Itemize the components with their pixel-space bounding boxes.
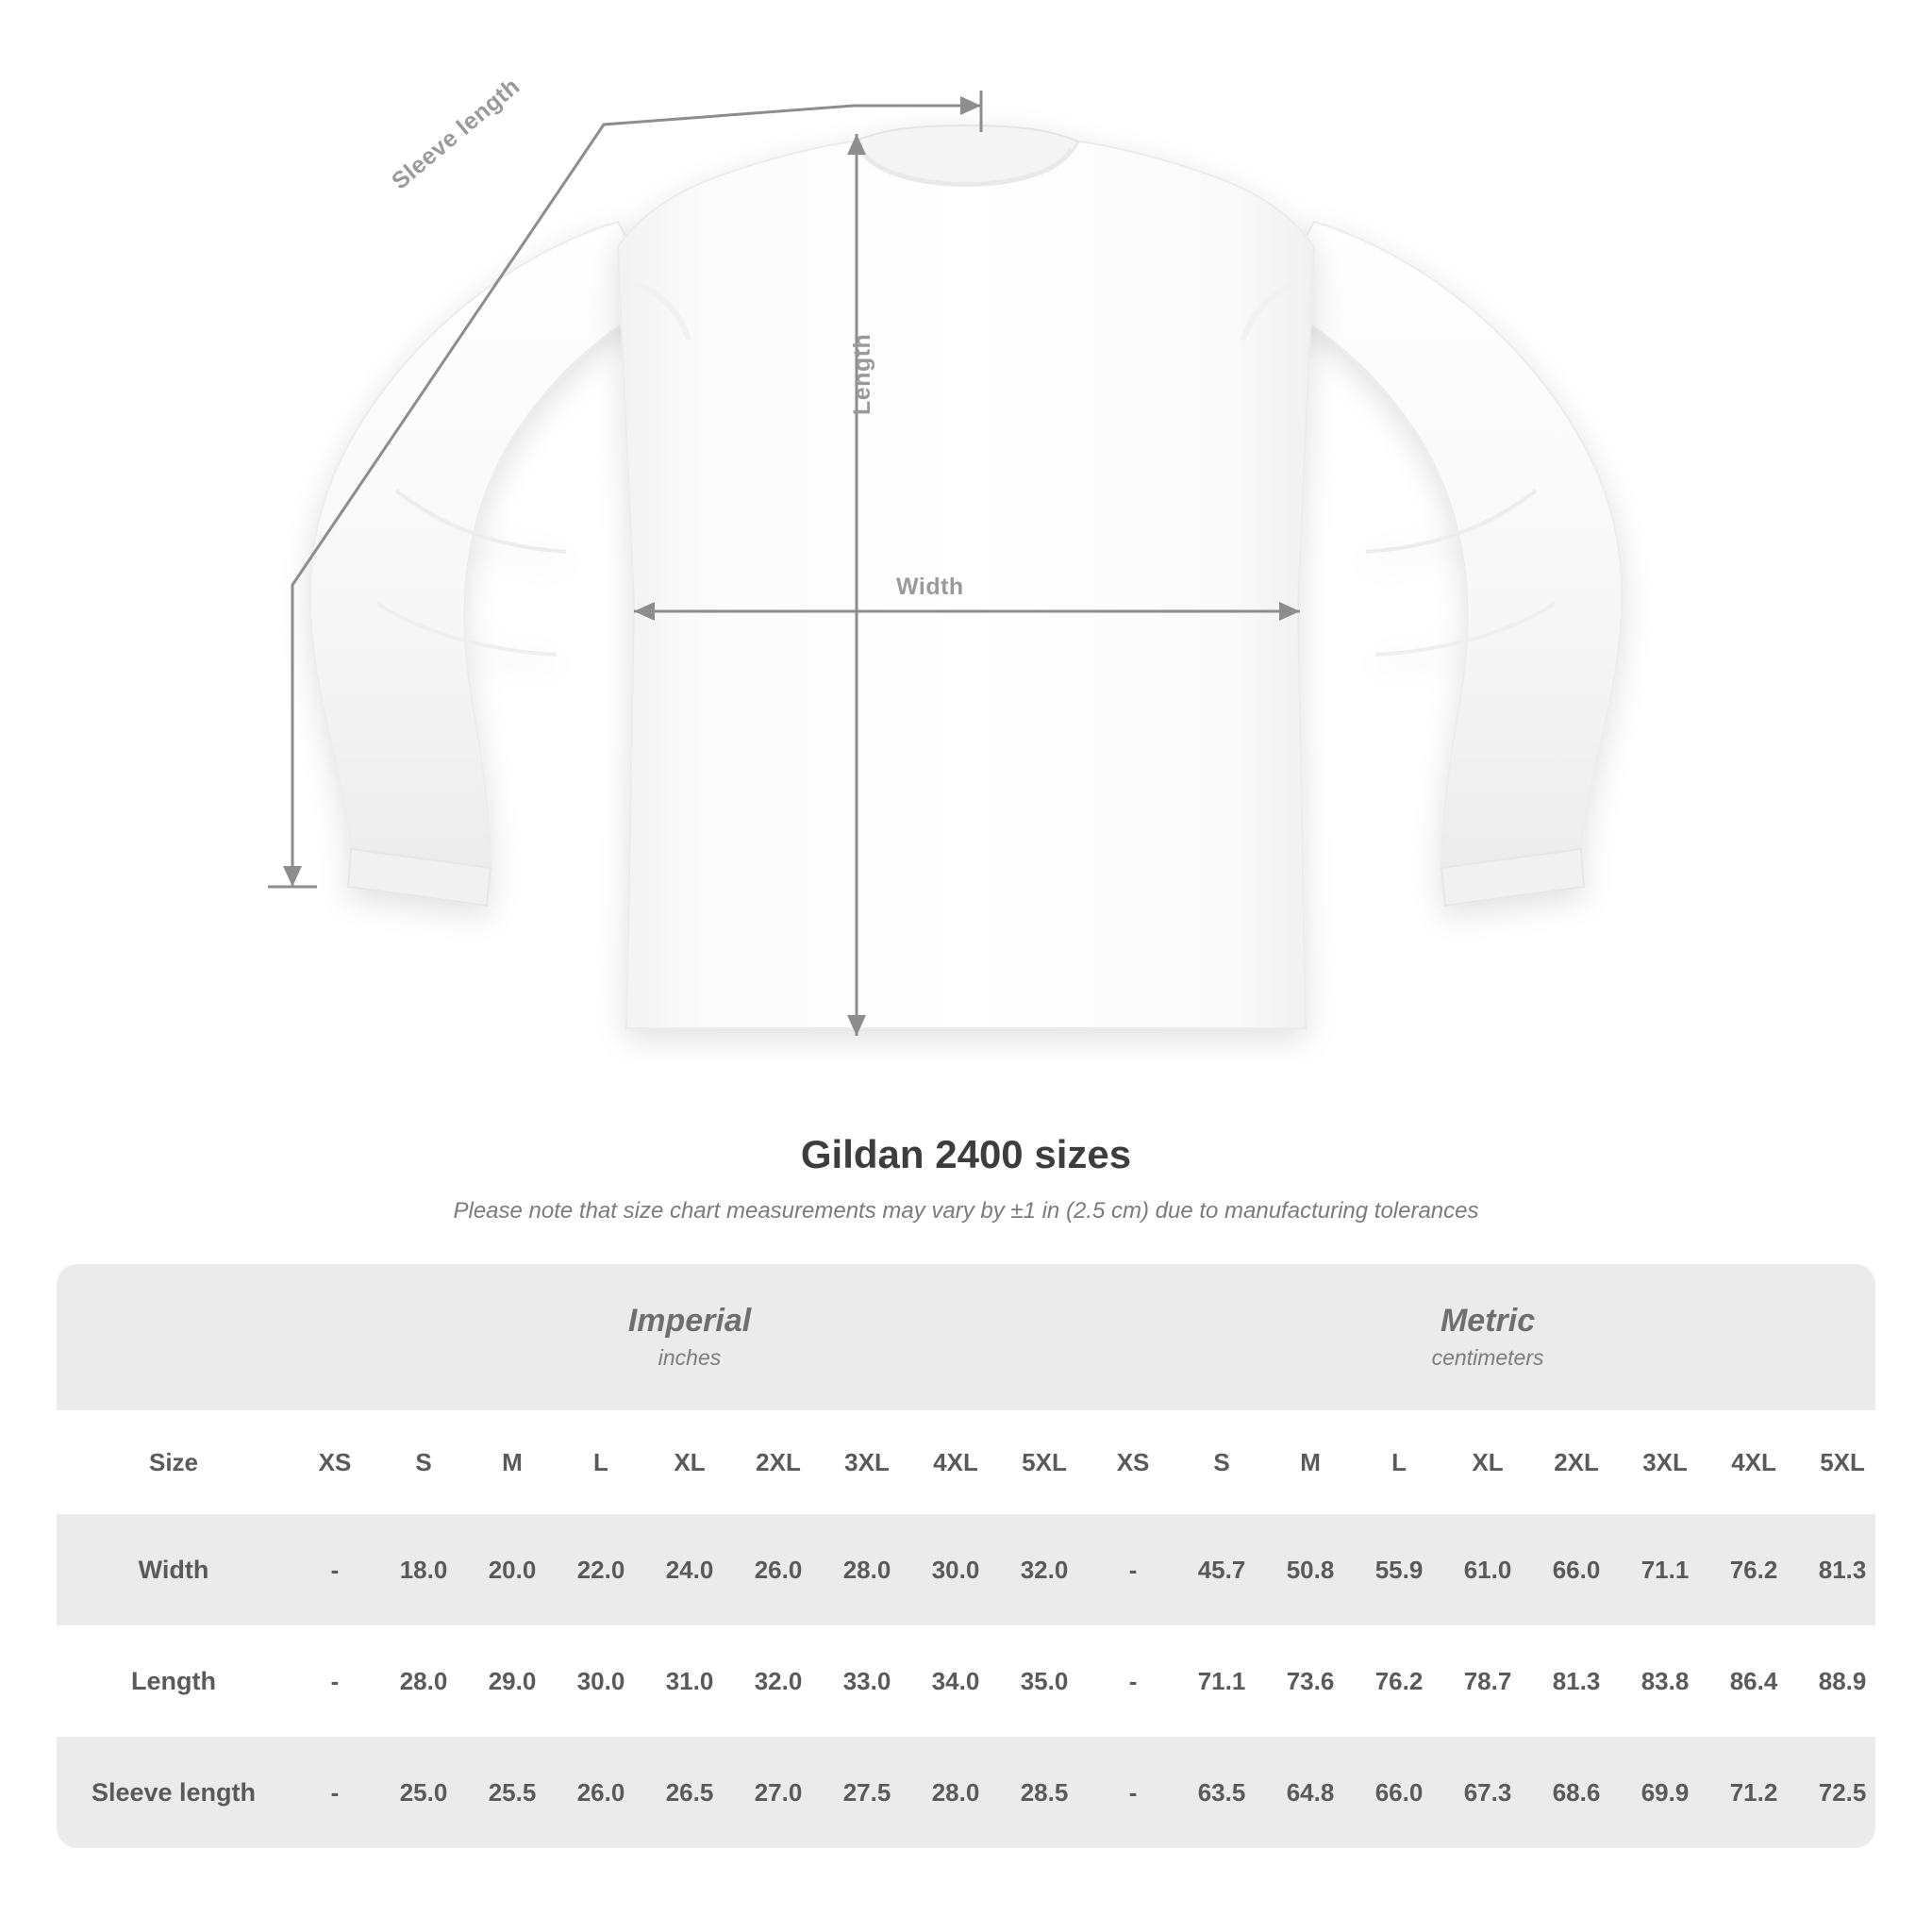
sleeve-metric-s: 63.5 (1177, 1737, 1266, 1848)
unit-header-row (57, 1264, 1875, 1410)
width-metric-l: 55.9 (1355, 1514, 1443, 1625)
imperial-unit-sub: inches (658, 1344, 722, 1370)
length-imperial-s: 28.0 (379, 1625, 468, 1737)
length-imperial-2xl: 32.0 (734, 1625, 823, 1737)
width-label: Width (896, 574, 964, 600)
length-metric-3xl: 83.8 (1621, 1625, 1709, 1737)
row-label-length: Length (57, 1625, 291, 1737)
page-title: Gildan 2400 sizes (800, 1132, 1132, 1176)
header-metric-m: M (1266, 1410, 1355, 1514)
width-metric-4xl: 76.2 (1709, 1514, 1798, 1625)
tolerance-note: Please note that size chart measurements may vary by ±1 in (2.5 cm) due to manufacturing tolerances (453, 1198, 1479, 1224)
width-imperial-3xl: 28.0 (823, 1514, 911, 1625)
length-metric-l: 76.2 (1355, 1625, 1443, 1737)
header-metric-xl: XL (1443, 1410, 1532, 1514)
sleeve-imperial-xs: - (291, 1737, 379, 1848)
header-imperial-s: S (379, 1410, 468, 1514)
width-metric-xl: 61.0 (1443, 1514, 1532, 1625)
header-imperial-5xl: 5XL (1000, 1410, 1089, 1514)
sleeve-metric-l: 66.0 (1355, 1737, 1443, 1848)
length-imperial-3xl: 33.0 (823, 1625, 911, 1737)
length-metric-m: 73.6 (1266, 1625, 1355, 1737)
header-metric-4xl: 4XL (1709, 1410, 1798, 1514)
size-table-container (57, 1264, 1875, 1848)
table-row (57, 1625, 1875, 1737)
sleeve-metric-m: 64.8 (1266, 1737, 1355, 1848)
width-imperial-xl: 24.0 (645, 1514, 734, 1625)
size-header-row (57, 1410, 1875, 1514)
width-metric-s: 45.7 (1177, 1514, 1266, 1625)
right-sleeve (1272, 222, 1622, 906)
imperial-unit-cell (291, 1264, 1089, 1410)
width-metric-3xl: 71.1 (1621, 1514, 1709, 1625)
length-imperial-5xl: 35.0 (1000, 1625, 1089, 1737)
header-imperial-xl: XL (645, 1410, 734, 1514)
width-imperial-4xl: 30.0 (911, 1514, 1000, 1625)
width-imperial-2xl: 26.0 (734, 1514, 823, 1625)
sleeve-imperial-5xl: 28.5 (1000, 1737, 1089, 1848)
width-imperial-m: 20.0 (468, 1514, 557, 1625)
length-metric-5xl: 88.9 (1798, 1625, 1875, 1737)
header-imperial-3xl: 3XL (823, 1410, 911, 1514)
header-metric-l: L (1355, 1410, 1443, 1514)
table-row (57, 1514, 1875, 1625)
left-sleeve (310, 222, 660, 906)
length-metric-xs: - (1089, 1625, 1177, 1737)
sleeve-imperial-s: 25.0 (379, 1737, 468, 1848)
width-metric-m: 50.8 (1266, 1514, 1355, 1625)
header-metric-s: S (1177, 1410, 1266, 1514)
size-header-label: Size (57, 1410, 291, 1514)
width-metric-5xl: 81.3 (1798, 1514, 1875, 1625)
width-imperial-5xl: 32.0 (1000, 1514, 1089, 1625)
width-imperial-l: 22.0 (557, 1514, 645, 1625)
metric-unit-sub: centimeters (1431, 1344, 1544, 1370)
length-imperial-m: 29.0 (468, 1625, 557, 1737)
length-imperial-l: 30.0 (557, 1625, 645, 1737)
length-metric-2xl: 81.3 (1532, 1625, 1621, 1737)
sleeve-metric-3xl: 69.9 (1621, 1737, 1709, 1848)
length-metric-s: 71.1 (1177, 1625, 1266, 1737)
row-label-width: Width (57, 1514, 291, 1625)
header-imperial-2xl: 2XL (734, 1410, 823, 1514)
width-imperial-s: 18.0 (379, 1514, 468, 1625)
length-metric-xl: 78.7 (1443, 1625, 1532, 1737)
length-imperial-4xl: 34.0 (911, 1625, 1000, 1737)
header-metric-5xl: 5XL (1798, 1410, 1875, 1514)
length-imperial-xl: 31.0 (645, 1625, 734, 1737)
length-label: Length (849, 333, 875, 415)
length-metric-4xl: 86.4 (1709, 1625, 1798, 1737)
sleeve-imperial-m: 25.5 (468, 1737, 557, 1848)
shirt-body (618, 125, 1314, 1028)
sleeve-metric-xs: - (1089, 1737, 1177, 1848)
metric-unit-cell (1089, 1264, 1875, 1410)
sleeve-imperial-2xl: 27.0 (734, 1737, 823, 1848)
sleeve-imperial-4xl: 28.0 (911, 1737, 1000, 1848)
width-metric-xs: - (1089, 1514, 1177, 1625)
header-metric-xs: XS (1089, 1410, 1177, 1514)
header-imperial-xs: XS (291, 1410, 379, 1514)
sleeve-length-label: Sleeve length (387, 73, 525, 195)
sleeve-imperial-l: 26.0 (557, 1737, 645, 1848)
title-block (0, 1132, 1932, 1224)
imperial-unit-name: Imperial (627, 1303, 752, 1339)
header-metric-3xl: 3XL (1621, 1410, 1709, 1514)
sleeve-metric-4xl: 71.2 (1709, 1737, 1798, 1848)
sleeve-imperial-3xl: 27.5 (823, 1737, 911, 1848)
length-imperial-xs: - (291, 1625, 379, 1737)
width-metric-2xl: 66.0 (1532, 1514, 1621, 1625)
table-row (57, 1737, 1875, 1848)
sleeve-metric-2xl: 68.6 (1532, 1737, 1621, 1848)
header-imperial-4xl: 4XL (911, 1410, 1000, 1514)
sleeve-metric-5xl: 72.5 (1798, 1737, 1875, 1848)
metric-unit-name: Metric (1440, 1303, 1536, 1339)
row-label-sleeve-length: Sleeve length (57, 1737, 291, 1848)
unit-corner-cell (57, 1264, 291, 1410)
header-imperial-l: L (557, 1410, 645, 1514)
header-metric-2xl: 2XL (1532, 1410, 1621, 1514)
header-imperial-m: M (468, 1410, 557, 1514)
size-table (57, 1264, 1875, 1848)
sleeve-imperial-xl: 26.5 (645, 1737, 734, 1848)
width-imperial-xs: - (291, 1514, 379, 1625)
sleeve-metric-xl: 67.3 (1443, 1737, 1532, 1848)
